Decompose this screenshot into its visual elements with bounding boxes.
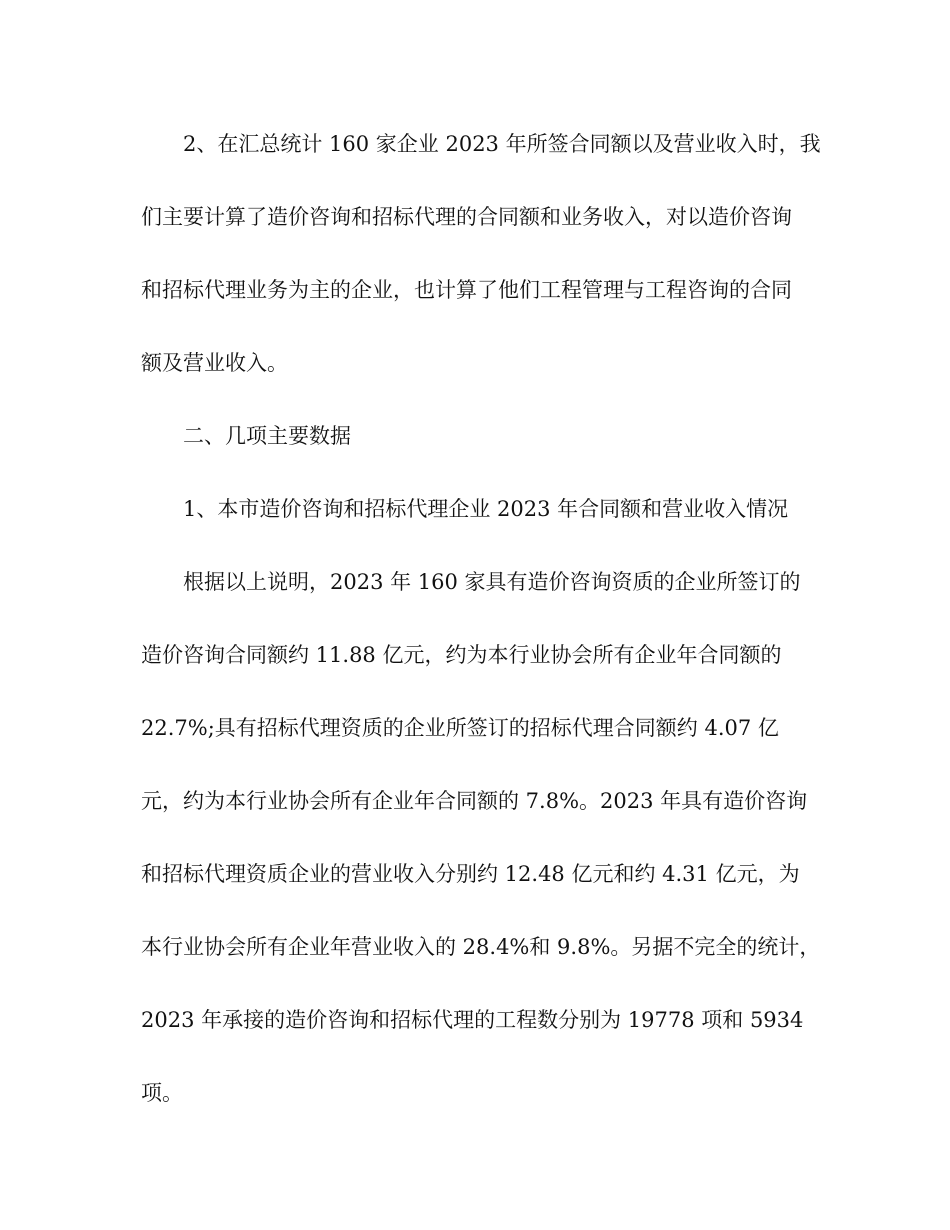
- paragraph-line: 根据以上说明，2023 年 160 家具有造价咨询资质的企业所签订的: [183, 570, 801, 594]
- paragraph-line: 造价咨询合同额约 11.88 亿元，约为本行业协会所有企业年合同额的: [141, 643, 782, 667]
- paragraph-line: 本行业协会所有企业年营业收入的 28.4%和 9.8%。另据不完全的统计，: [141, 935, 821, 959]
- paragraph-line: 和招标代理业务为主的企业，也计算了他们工程管理与工程咨询的合同: [141, 278, 792, 302]
- paragraph-line: 们主要计算了造价咨询和招标代理的合同额和业务收入，对以造价咨询: [141, 205, 792, 229]
- paragraph-line: 22.7%;具有招标代理资质的企业所签订的招标代理合同额约 4.07 亿: [141, 716, 779, 740]
- section-heading: 二、几项主要数据: [183, 424, 351, 448]
- subsection-heading: 1、本市造价咨询和招标代理企业 2023 年合同额和营业收入情况: [183, 497, 789, 521]
- paragraph-line: 元，约为本行业协会所有企业年合同额的 7.8%。2023 年具有造价咨询: [141, 789, 808, 813]
- paragraph-line: 2023 年承接的造价咨询和招标代理的工程数分别为 19778 项和 5934: [141, 1008, 804, 1032]
- paragraph-line: 和招标代理资质企业的营业收入分别约 12.48 亿元和约 4.31 亿元，为: [141, 862, 800, 886]
- paragraph-line: 额及营业收入。: [141, 351, 288, 375]
- paragraph-line: 项。: [141, 1081, 183, 1105]
- paragraph-line: 2、在汇总统计 160 家企业 2023 年所签合同额以及营业收入时，我: [183, 132, 821, 156]
